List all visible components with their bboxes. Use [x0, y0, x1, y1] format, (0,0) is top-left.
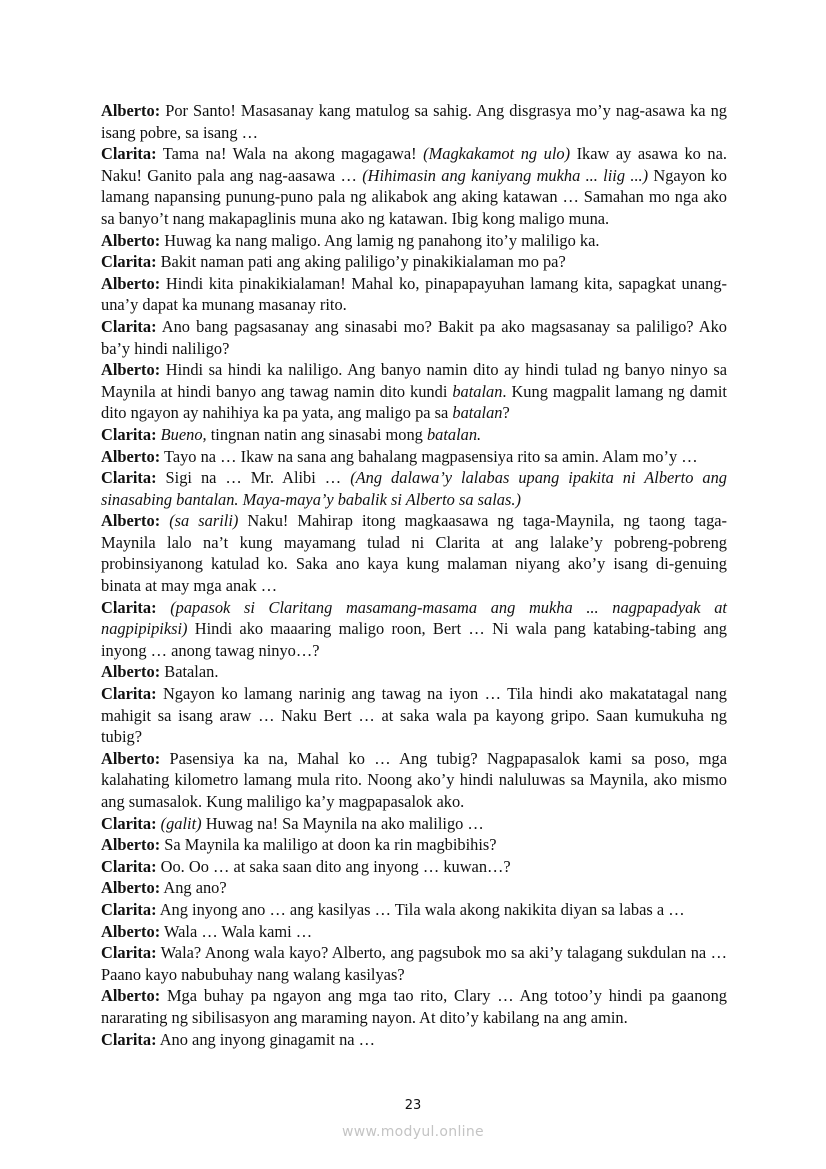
dialogue-line	[101, 467, 727, 510]
stage-direction: Bueno,	[160, 424, 207, 444]
dialogue-text: Hindi kita pinakikialaman! Mahal ko, pinapapayuhan lamang kita, sapagkat unang-una’y dapat ka munang masanay rito.	[101, 273, 727, 315]
dialogue-text: Wala? Anong wala kayo? Alberto, ang pagsubok mo sa aki’y talagang sukdulan na … Paano kayo nabubuhay nang walang kasilyas?	[101, 943, 727, 984]
dialogue-line	[101, 316, 727, 359]
speaker-name: Alberto:	[101, 835, 161, 855]
stage-direction: (sa sarili)	[169, 511, 239, 531]
dialogue-text: Tayo na … Ikaw na sana ang bahalang magpasensiya rito sa amin. Alam mo’y …	[160, 446, 698, 466]
dialogue-text: Batalan.	[160, 662, 219, 682]
speaker-name: Alberto:	[101, 511, 161, 531]
dialogue-text: Ang inyong ano … ang kasilyas … Tila wala akong nakikita diyan sa labas a …	[156, 899, 685, 919]
dialogue-line	[101, 597, 727, 662]
dialogue-text: Ngayon ko lamang napansing punung-puno pala ng alikabok ang aking katawan … Samahan mo nga ako sa banyo’t nang makapaglinis muna ako ng katawan. Ibig kong maligo muna.	[101, 165, 727, 228]
page-number: 23	[404, 1098, 422, 1113]
speaker-name: Clarita:	[101, 316, 157, 336]
speaker-name: Clarita:	[101, 684, 157, 704]
dialogue-line	[101, 100, 727, 143]
stage-direction: (Ang dalawa’y lalabas upang ipakita ni Alberto ang sinasabing bantalan. Maya-maya’y babalik si Alberto sa salas.)	[101, 468, 728, 509]
speaker-name: Clarita:	[101, 468, 157, 488]
speaker-name: Alberto:	[101, 446, 161, 466]
stage-direction: (Magkakamot ng ulo)	[423, 144, 571, 164]
speaker-name: Alberto:	[101, 921, 161, 941]
dialogue-line	[101, 661, 727, 683]
dialogue-text: Por Santo! Masasanay kang matulog sa sahig. Ang disgrasya mo’y nag-asawa ka ng isang pobre, sa isang …	[101, 101, 727, 142]
dialogue-text: Mga buhay pa ngayon ang mga tao rito, Clary … Ang totoo’y hindi pa gaanong nararating ng sibilisasyon ang maraming nayon. At dito’y kabilang na ang amin.	[101, 986, 727, 1027]
dialogue-line	[101, 813, 727, 835]
speaker-name: Clarita:	[101, 424, 157, 444]
dialogue-line	[101, 683, 727, 748]
speaker-name: Clarita:	[101, 252, 157, 272]
stage-direction: (papasok si Claritang masamang-masama ang mukha ... nagpapadyak at nagpipipiksi)	[101, 597, 727, 639]
speaker-name: Clarita:	[101, 813, 157, 833]
dialogue-body	[101, 100, 727, 1050]
dialogue-text: Ikaw ay asawa ko na. Naku! Ganito pala ang nag-aasawa …	[101, 144, 727, 185]
stage-direction: batalan.	[426, 424, 482, 444]
dialogue-line	[101, 230, 727, 252]
stage-direction: (galit)	[160, 813, 202, 833]
dialogue-text: Huwag ka nang maligo. Ang lamig ng panahong ito’y maliligo ka.	[160, 230, 600, 250]
dialogue-line	[101, 921, 727, 943]
dialogue-line	[101, 877, 727, 899]
dialogue-line	[101, 834, 727, 856]
speaker-name: Alberto:	[101, 662, 161, 682]
dialogue-text: Pasensiya ka na, Mahal ko … Ang tubig? Nagpapasalok kami sa poso, mga kalahating kilometro lamang mula rito. Noong ako’y hindi naluluwas sa Maynila, ako mismo ang sumasalok. Kung maliligo ka’y magpapasalok ako.	[101, 748, 727, 811]
dialogue-line	[101, 359, 727, 424]
dialogue-text	[160, 511, 169, 530]
watermark: www.modyul.online	[342, 1124, 484, 1140]
dialogue-text: Naku! Mahirap itong magkaasawa ng taga-Maynila, ng taong taga-Maynila lalo na’t kung mayamang tulad ni Clarita at ang lalake’y pobreng-pobreng probinsiyanong katulad ko. Saka ano kaya kung malaman niyang ako’y isang di-genuing binata at may mga anak …	[101, 511, 727, 596]
speaker-name: Alberto:	[101, 986, 161, 1006]
stage-direction: batalan	[452, 403, 503, 423]
speaker-name: Alberto:	[101, 878, 161, 898]
speaker-name: Alberto:	[101, 748, 161, 768]
dialogue-line	[101, 446, 727, 468]
dialogue-text: Ngayon ko lamang narinig ang tawag na iyon … Tila hindi ako makatatagal nang mahigit sa isang araw … Naku Bert … at saka wala pa kayong gripo. Saan kumukuha ng tubig?	[101, 684, 727, 747]
dialogue-line	[101, 856, 727, 878]
dialogue-line	[101, 942, 727, 985]
dialogue-text: Ang ano?	[160, 878, 227, 898]
dialogue-text: . Kung magpalit lamang ng damit dito ngayon ay nahihiya ka pa yata, ang maligo pa sa	[101, 381, 727, 423]
speaker-name: Clarita:	[101, 943, 157, 963]
dialogue-text: Sigi na … Mr. Alibi …	[156, 468, 351, 488]
dialogue-text: Bakit naman pati ang aking paliligo’y pinakikialaman mo pa?	[156, 252, 566, 272]
speaker-name: Clarita:	[101, 597, 157, 617]
speaker-name: Alberto:	[101, 360, 161, 380]
dialogue-line	[101, 1029, 727, 1051]
dialogue-text: Huwag na! Sa Maynila na ako maliligo …	[201, 813, 484, 833]
dialogue-text: Tama na! Wala na akong magagawa!	[156, 144, 424, 164]
dialogue-line	[101, 251, 727, 273]
dialogue-line	[101, 273, 727, 316]
dialogue-text: Ano bang pagsasanay ang sinasabi mo? Bakit pa ako magsasanay sa paliligo? Ako ba’y hindi naliligo?	[101, 316, 727, 358]
dialogue-line	[101, 424, 727, 446]
dialogue-text: Ano ang inyong ginagamit na …	[156, 1029, 376, 1049]
stage-direction: (Hihimasin ang kaniyang mukha ... liig ...)	[362, 165, 649, 185]
speaker-name: Alberto:	[101, 101, 161, 120]
speaker-name: Clarita:	[101, 856, 157, 876]
speaker-name: Clarita:	[101, 1029, 157, 1049]
speaker-name: Alberto:	[101, 230, 161, 250]
dialogue-text: Hindi sa hindi ka naliligo. Ang banyo namin dito ay hindi tulad ng banyo ninyo sa Maynila at hindi banyo ang tawag namin dito kundi	[101, 360, 727, 401]
speaker-name: Alberto:	[101, 273, 161, 293]
dialogue-text	[157, 598, 171, 617]
dialogue-text: Oo. Oo … at saka saan dito ang inyong … kuwan…?	[156, 856, 511, 876]
dialogue-text: ?	[502, 403, 510, 423]
speaker-name: Clarita:	[101, 899, 157, 919]
dialogue-text: Wala … Wala kami …	[160, 921, 313, 941]
dialogue-line	[101, 143, 727, 229]
dialogue-line	[101, 899, 727, 921]
dialogue-line	[101, 510, 727, 596]
speaker-name: Clarita:	[101, 144, 157, 164]
dialogue-line	[101, 985, 727, 1028]
dialogue-text: tingnan natin ang sinasabi mong	[206, 424, 427, 444]
dialogue-text: Sa Maynila ka maliligo at doon ka rin magbibihis?	[160, 835, 497, 855]
dialogue-line	[101, 748, 727, 813]
stage-direction: batalan	[452, 381, 503, 401]
dialogue-text: Hindi ako maaaring maligo roon, Bert … Ni wala pang katabing-tabing ang inyong … anong tawag ninyo…?	[101, 619, 727, 660]
